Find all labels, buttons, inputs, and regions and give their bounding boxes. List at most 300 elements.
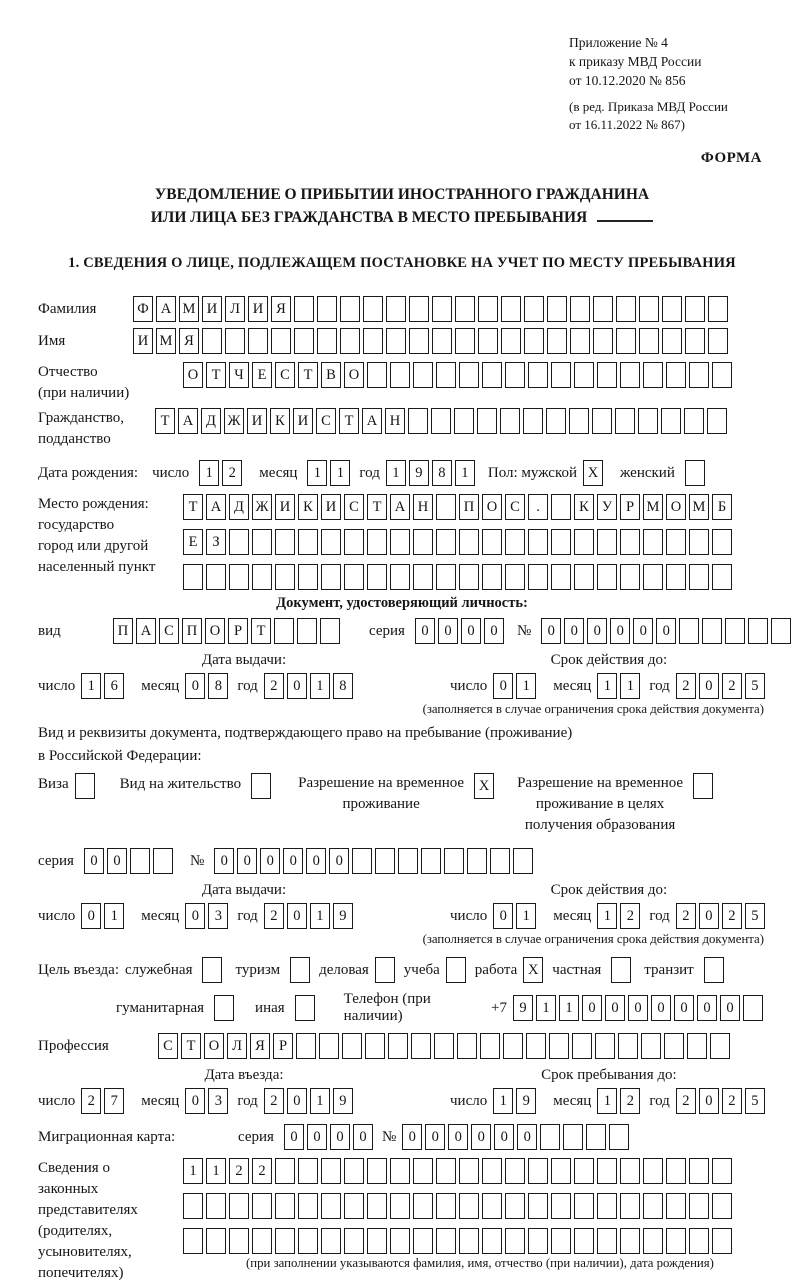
- form-cell: 5: [745, 903, 765, 929]
- form-cell: [725, 618, 745, 644]
- form-cell: [592, 408, 612, 434]
- form-cell: 0: [283, 848, 303, 874]
- form-cell: 2: [620, 1088, 640, 1114]
- form-cell: [321, 1158, 341, 1184]
- birthplace-label: Место рождения: государство город или другой населенный пункт: [38, 496, 156, 576]
- given-name-label: Имя: [38, 332, 66, 349]
- form-cell: П: [182, 618, 202, 644]
- row-birthplace: [38, 494, 766, 599]
- form-cell: [641, 1033, 661, 1059]
- birthplace-row-1: [183, 494, 735, 520]
- form-cell: Я: [250, 1033, 270, 1059]
- form-cell: [597, 1193, 617, 1219]
- form-cell: X: [523, 957, 543, 983]
- form-cell: [477, 408, 497, 434]
- form-cell: 0: [353, 1124, 373, 1150]
- form-cell: [572, 1033, 592, 1059]
- form-cell: [319, 1033, 339, 1059]
- form-cell: [455, 328, 475, 354]
- form-cell: К: [270, 408, 290, 434]
- form-cell: [639, 328, 659, 354]
- form-cell: [639, 296, 659, 322]
- form-cell: 0: [284, 1124, 304, 1150]
- purpose-study-label: учеба: [403, 961, 440, 978]
- form-cell: 0: [237, 848, 257, 874]
- section1-heading: 1. СВЕДЕНИЯ О ЛИЦЕ, ПОДЛЕЖАЩЕМ ПОСТАНОВКЕ НА УЧЕТ ПО МЕСТУ ПРЕБЫВАНИЯ: [68, 255, 736, 272]
- form-cell: Е: [183, 529, 203, 555]
- row-entry-purpose: [38, 957, 766, 983]
- form-cell: 0: [493, 673, 513, 699]
- form-cell: [367, 1228, 387, 1254]
- form-cell: 1: [620, 673, 640, 699]
- form-cell: З: [206, 529, 226, 555]
- doc-number-label: №: [516, 622, 532, 639]
- form-cell: Ж: [252, 494, 272, 520]
- form-cell: [712, 529, 732, 555]
- form-cell: [432, 328, 452, 354]
- row-residence-series: [38, 848, 766, 874]
- form-cell: 2: [264, 673, 284, 699]
- form-cell: [321, 564, 341, 590]
- form-cell: 1: [493, 1088, 513, 1114]
- purpose-transit-label: транзит: [644, 961, 694, 978]
- form-cell: [528, 1158, 548, 1184]
- form-cell: [344, 529, 364, 555]
- form-cell: 0: [587, 618, 607, 644]
- form-cell: [620, 1158, 640, 1184]
- form-cell: [500, 408, 520, 434]
- form-cell: [505, 564, 525, 590]
- form-cell: [643, 1158, 663, 1184]
- form-cell: Т: [155, 408, 175, 434]
- birth-month-cells: [307, 460, 353, 486]
- form-cell: [214, 995, 234, 1021]
- form-cell: [206, 1193, 226, 1219]
- visa-checkbox: [75, 773, 98, 799]
- form-cell: X: [474, 773, 494, 799]
- residence-issue-col: [38, 882, 450, 929]
- form-cell: [505, 362, 525, 388]
- birth-day-label: число: [152, 464, 190, 481]
- valid-until-title: Срок действия до:: [550, 882, 668, 899]
- stay-day-cells: [493, 1088, 539, 1114]
- form-cell: [436, 1158, 456, 1184]
- birth-month-label: месяц: [259, 464, 298, 481]
- migration-series-label: серия: [238, 1128, 274, 1145]
- identity-issue-year-cells: [264, 673, 356, 699]
- row-purpose-2: [38, 991, 766, 1025]
- form-cell: [408, 408, 428, 434]
- residence-series-label: серия: [38, 852, 74, 869]
- form-cell: [411, 1033, 431, 1059]
- form-cell: П: [113, 618, 133, 644]
- form-cell: 2: [676, 673, 696, 699]
- purpose-work-label: работа: [474, 961, 518, 978]
- form-cell: И: [247, 408, 267, 434]
- form-cell: 0: [185, 1088, 205, 1114]
- phone-prefix: +7: [491, 999, 507, 1016]
- residence-valid-day-cells: [493, 903, 539, 929]
- form-cell: [436, 1228, 456, 1254]
- form-cell: [702, 618, 722, 644]
- title-line-1: УВЕДОМЛЕНИЕ О ПРИБЫТИИ ИНОСТРАННОГО ГРАЖДАНИНА: [154, 186, 650, 204]
- form-cell: Л: [225, 296, 245, 322]
- year-label: год: [237, 677, 258, 694]
- form-cell: .: [528, 494, 548, 520]
- form-cell: [321, 1228, 341, 1254]
- form-cell: 7: [104, 1088, 124, 1114]
- form-cell: [467, 848, 487, 874]
- form-cell: [413, 529, 433, 555]
- residence-number-cells: [214, 848, 536, 874]
- form-cell: [689, 564, 709, 590]
- form-cell: [482, 564, 502, 590]
- purpose-other-checkbox: [295, 995, 318, 1021]
- form-cell: [616, 328, 636, 354]
- form-cell: [367, 1158, 387, 1184]
- form-cell: [275, 529, 295, 555]
- form-cell: [454, 408, 474, 434]
- purpose-official-label: служебная: [124, 961, 193, 978]
- residence-issue-year-cells: [264, 903, 356, 929]
- form-cell: [455, 296, 475, 322]
- form-cell: [712, 1193, 732, 1219]
- form-cell: [344, 1193, 364, 1219]
- form-cell: [386, 328, 406, 354]
- form-cell: [297, 618, 317, 644]
- form-cell: [597, 564, 617, 590]
- form-cell: [595, 1033, 615, 1059]
- form-cell: 0: [699, 673, 719, 699]
- form-cell: [478, 296, 498, 322]
- form-cell: [597, 362, 617, 388]
- form-cell: Ф: [133, 296, 153, 322]
- form-cell: [482, 362, 502, 388]
- form-cell: [643, 529, 663, 555]
- form-cell: [390, 564, 410, 590]
- form-cell: О: [183, 362, 203, 388]
- purpose-private-label: частная: [552, 961, 602, 978]
- form-cell: [551, 494, 571, 520]
- form-cell: 0: [81, 903, 101, 929]
- form-cell: [436, 494, 456, 520]
- form-cell: 0: [628, 995, 648, 1021]
- surname-label: Фамилия: [38, 300, 97, 317]
- form-cell: [540, 1124, 560, 1150]
- residence-number-label: №: [189, 852, 205, 869]
- doc-kind-label: вид: [38, 622, 61, 639]
- form-cell: [294, 296, 314, 322]
- form-cell: Т: [367, 494, 387, 520]
- form-cell: [153, 848, 173, 874]
- form-cell: [436, 529, 456, 555]
- revision-line: от 16.11.2022 № 867): [569, 116, 686, 132]
- form-cell: [352, 848, 372, 874]
- form-cell: [431, 408, 451, 434]
- month-label: месяц: [553, 1092, 592, 1109]
- form-cell: 1: [536, 995, 556, 1021]
- form-cell: 1: [81, 673, 101, 699]
- form-cell: [569, 408, 589, 434]
- representatives-note: (при заполнении указываются фамилия, имя, отчество (при наличии), дата рождения): [246, 1256, 714, 1271]
- form-cell: [505, 1228, 525, 1254]
- form-cell: И: [321, 494, 341, 520]
- form-cell: [340, 296, 360, 322]
- form-cell: [708, 296, 728, 322]
- form-cell: 0: [307, 1124, 327, 1150]
- migration-number-cells: [402, 1124, 632, 1150]
- appendix-line: от 10.12.2020 № 856: [569, 72, 686, 88]
- form-cell: [446, 957, 466, 983]
- form-cell: [434, 1033, 454, 1059]
- profession-label: Профессия: [38, 1037, 109, 1054]
- form-cell: [546, 408, 566, 434]
- form-cell: [321, 529, 341, 555]
- form-cell: 0: [651, 995, 671, 1021]
- form-cell: 0: [582, 995, 602, 1021]
- identity-valid-col: [450, 652, 768, 699]
- patronymic-label: Отчество (при наличии): [38, 364, 130, 402]
- year-label: год: [649, 1092, 670, 1109]
- sex-female-checkbox: [685, 460, 708, 486]
- form-cell: 2: [722, 673, 742, 699]
- form-cell: Т: [206, 362, 226, 388]
- form-cell: [661, 408, 681, 434]
- surname-cells: [133, 296, 731, 322]
- purpose-tourism-checkbox: [290, 957, 313, 983]
- form-cell: Б: [712, 494, 732, 520]
- form-cell: Д: [229, 494, 249, 520]
- form-cell: [620, 1228, 640, 1254]
- form-cell: [295, 995, 315, 1021]
- residence-doc-line2: в Российской Федерации:: [38, 748, 202, 765]
- birthplace-row-2: [183, 529, 735, 555]
- form-cell: [743, 995, 763, 1021]
- sex-male-label: Пол: мужской: [487, 464, 578, 481]
- form-cell: К: [574, 494, 594, 520]
- form-cell: [666, 1193, 686, 1219]
- form-cell: 1: [559, 995, 579, 1021]
- valid-until-title: Срок действия до:: [550, 652, 668, 669]
- form-cell: [710, 1033, 730, 1059]
- title-underline: [597, 220, 653, 222]
- form-cell: X: [583, 460, 603, 486]
- form-cell: [685, 460, 705, 486]
- form-cell: Т: [183, 494, 203, 520]
- residence-valid-col: [450, 882, 768, 929]
- form-cell: [771, 618, 791, 644]
- form-cell: [574, 529, 594, 555]
- form-cell: 0: [438, 618, 458, 644]
- form-cell: 1: [310, 903, 330, 929]
- month-label: месяц: [141, 907, 180, 924]
- form-cell: С: [159, 618, 179, 644]
- form-cell: [620, 1193, 640, 1219]
- form-cell: [704, 957, 724, 983]
- revision-line: (в ред. Приказа МВД России: [569, 98, 728, 114]
- form-cell: М: [643, 494, 663, 520]
- form-cell: [444, 848, 464, 874]
- form-cell: [252, 1193, 272, 1219]
- form-cell: [689, 362, 709, 388]
- form-cell: [528, 564, 548, 590]
- form-cell: [390, 1193, 410, 1219]
- patronymic-cells: [183, 362, 735, 388]
- form-cell: [436, 1193, 456, 1219]
- form-cell: Р: [620, 494, 640, 520]
- form-cell: 0: [484, 618, 504, 644]
- form-cell: [524, 296, 544, 322]
- form-cell: [685, 296, 705, 322]
- form-cell: И: [248, 296, 268, 322]
- form-cell: 0: [329, 848, 349, 874]
- form-cell: 1: [310, 1088, 330, 1114]
- revision-block: [569, 98, 766, 134]
- form-cell: [666, 1158, 686, 1184]
- form-cell: [490, 848, 510, 874]
- form-cell: И: [293, 408, 313, 434]
- form-cell: [513, 848, 533, 874]
- form-cell: [75, 773, 95, 799]
- form-cell: [459, 1193, 479, 1219]
- form-cell: [365, 1033, 385, 1059]
- form-cell: А: [362, 408, 382, 434]
- form-cell: 1: [516, 673, 536, 699]
- form-cell: Д: [201, 408, 221, 434]
- form-cell: 1: [183, 1158, 203, 1184]
- residence-issue-day-cells: [81, 903, 127, 929]
- form-cell: В: [321, 362, 341, 388]
- identity-dates: [38, 652, 766, 699]
- birthplace-rows: [183, 494, 735, 599]
- form-cell: 9: [516, 1088, 536, 1114]
- purpose-other-label: иная: [255, 999, 285, 1016]
- form-cell: [183, 1228, 203, 1254]
- form-cell: [340, 328, 360, 354]
- residence-doc-line1: Вид и реквизиты документа, подтверждающего право на пребывание (проживание): [38, 725, 573, 742]
- row-citizenship: [38, 408, 766, 450]
- representatives-rows: [183, 1158, 735, 1263]
- form-cell: 8: [333, 673, 353, 699]
- form-cell: К: [298, 494, 318, 520]
- stay-until-col: [450, 1067, 768, 1114]
- purpose-private-checkbox: [611, 957, 634, 983]
- form-cell: 2: [722, 1088, 742, 1114]
- form-cell: 2: [222, 460, 242, 486]
- stay-month-cells: [597, 1088, 643, 1114]
- form-cell: 0: [214, 848, 234, 874]
- form-cell: [344, 1228, 364, 1254]
- row-patronymic: [38, 362, 766, 404]
- form-cell: [666, 362, 686, 388]
- form-cell: Т: [298, 362, 318, 388]
- form-cell: [666, 564, 686, 590]
- form-cell: 2: [264, 1088, 284, 1114]
- form-cell: [229, 1228, 249, 1254]
- day-label: число: [38, 677, 76, 694]
- form-cell: [298, 1193, 318, 1219]
- form-cell: [398, 848, 418, 874]
- form-cell: 2: [676, 903, 696, 929]
- form-cell: Н: [413, 494, 433, 520]
- form-cell: [206, 1228, 226, 1254]
- form-cell: 0: [699, 1088, 719, 1114]
- migration-series-cells: [284, 1124, 376, 1150]
- form-cell: [275, 1228, 295, 1254]
- entry-dates: [38, 1067, 766, 1114]
- form-cell: [616, 296, 636, 322]
- form-cell: 1: [104, 903, 124, 929]
- form-cell: [593, 328, 613, 354]
- form-cell: [344, 564, 364, 590]
- form-cell: [290, 957, 310, 983]
- form-cell: [390, 529, 410, 555]
- purpose-humanitarian-label: гуманитарная: [116, 999, 205, 1016]
- form-cell: 0: [425, 1124, 445, 1150]
- form-cell: [712, 1228, 732, 1254]
- form-cell: О: [482, 494, 502, 520]
- form-cell: 1: [307, 460, 327, 486]
- form-cell: [707, 408, 727, 434]
- form-cell: [409, 328, 429, 354]
- entry-month-cells: [185, 1088, 231, 1114]
- form-cell: [478, 328, 498, 354]
- form-cell: [574, 564, 594, 590]
- residence-valid-month-cells: [597, 903, 643, 929]
- form-cell: [409, 296, 429, 322]
- form-cell: [421, 848, 441, 874]
- identity-issue-day-cells: [81, 673, 127, 699]
- form-cell: 0: [287, 903, 307, 929]
- form-cell: А: [206, 494, 226, 520]
- form-cell: 0: [330, 1124, 350, 1150]
- form-label: ФОРМА: [700, 150, 762, 167]
- form-cell: [298, 529, 318, 555]
- form-cell: 2: [676, 1088, 696, 1114]
- form-cell: [689, 1228, 709, 1254]
- form-cell: [432, 296, 452, 322]
- form-cell: 5: [745, 1088, 765, 1114]
- citizenship-cells: [155, 408, 730, 434]
- issue-date-title: Дата выдачи:: [201, 652, 287, 669]
- form-cell: [225, 328, 245, 354]
- form-cell: А: [178, 408, 198, 434]
- form-cell: Ж: [224, 408, 244, 434]
- appendix-line: к приказу МВД России: [569, 53, 702, 69]
- form-cell: О: [666, 494, 686, 520]
- migration-card-label: Миграционная карта:: [38, 1128, 176, 1145]
- form-cell: [638, 408, 658, 434]
- form-cell: [321, 1193, 341, 1219]
- form-cell: 2: [264, 903, 284, 929]
- form-cell: [413, 1158, 433, 1184]
- day-label: число: [450, 1092, 488, 1109]
- profession-cells: [158, 1033, 733, 1059]
- form-cell: 0: [656, 618, 676, 644]
- identity-issue-col: [38, 652, 450, 699]
- form-cell: [666, 529, 686, 555]
- doc-number-cells: [541, 618, 794, 644]
- form-cell: [482, 1158, 502, 1184]
- form-cell: [501, 296, 521, 322]
- representatives-row-3: [183, 1228, 735, 1254]
- form-cell: [563, 1124, 583, 1150]
- form-cell: [367, 564, 387, 590]
- form-cell: [274, 618, 294, 644]
- form-cell: [505, 529, 525, 555]
- form-cell: [202, 328, 222, 354]
- form-cell: [298, 1228, 318, 1254]
